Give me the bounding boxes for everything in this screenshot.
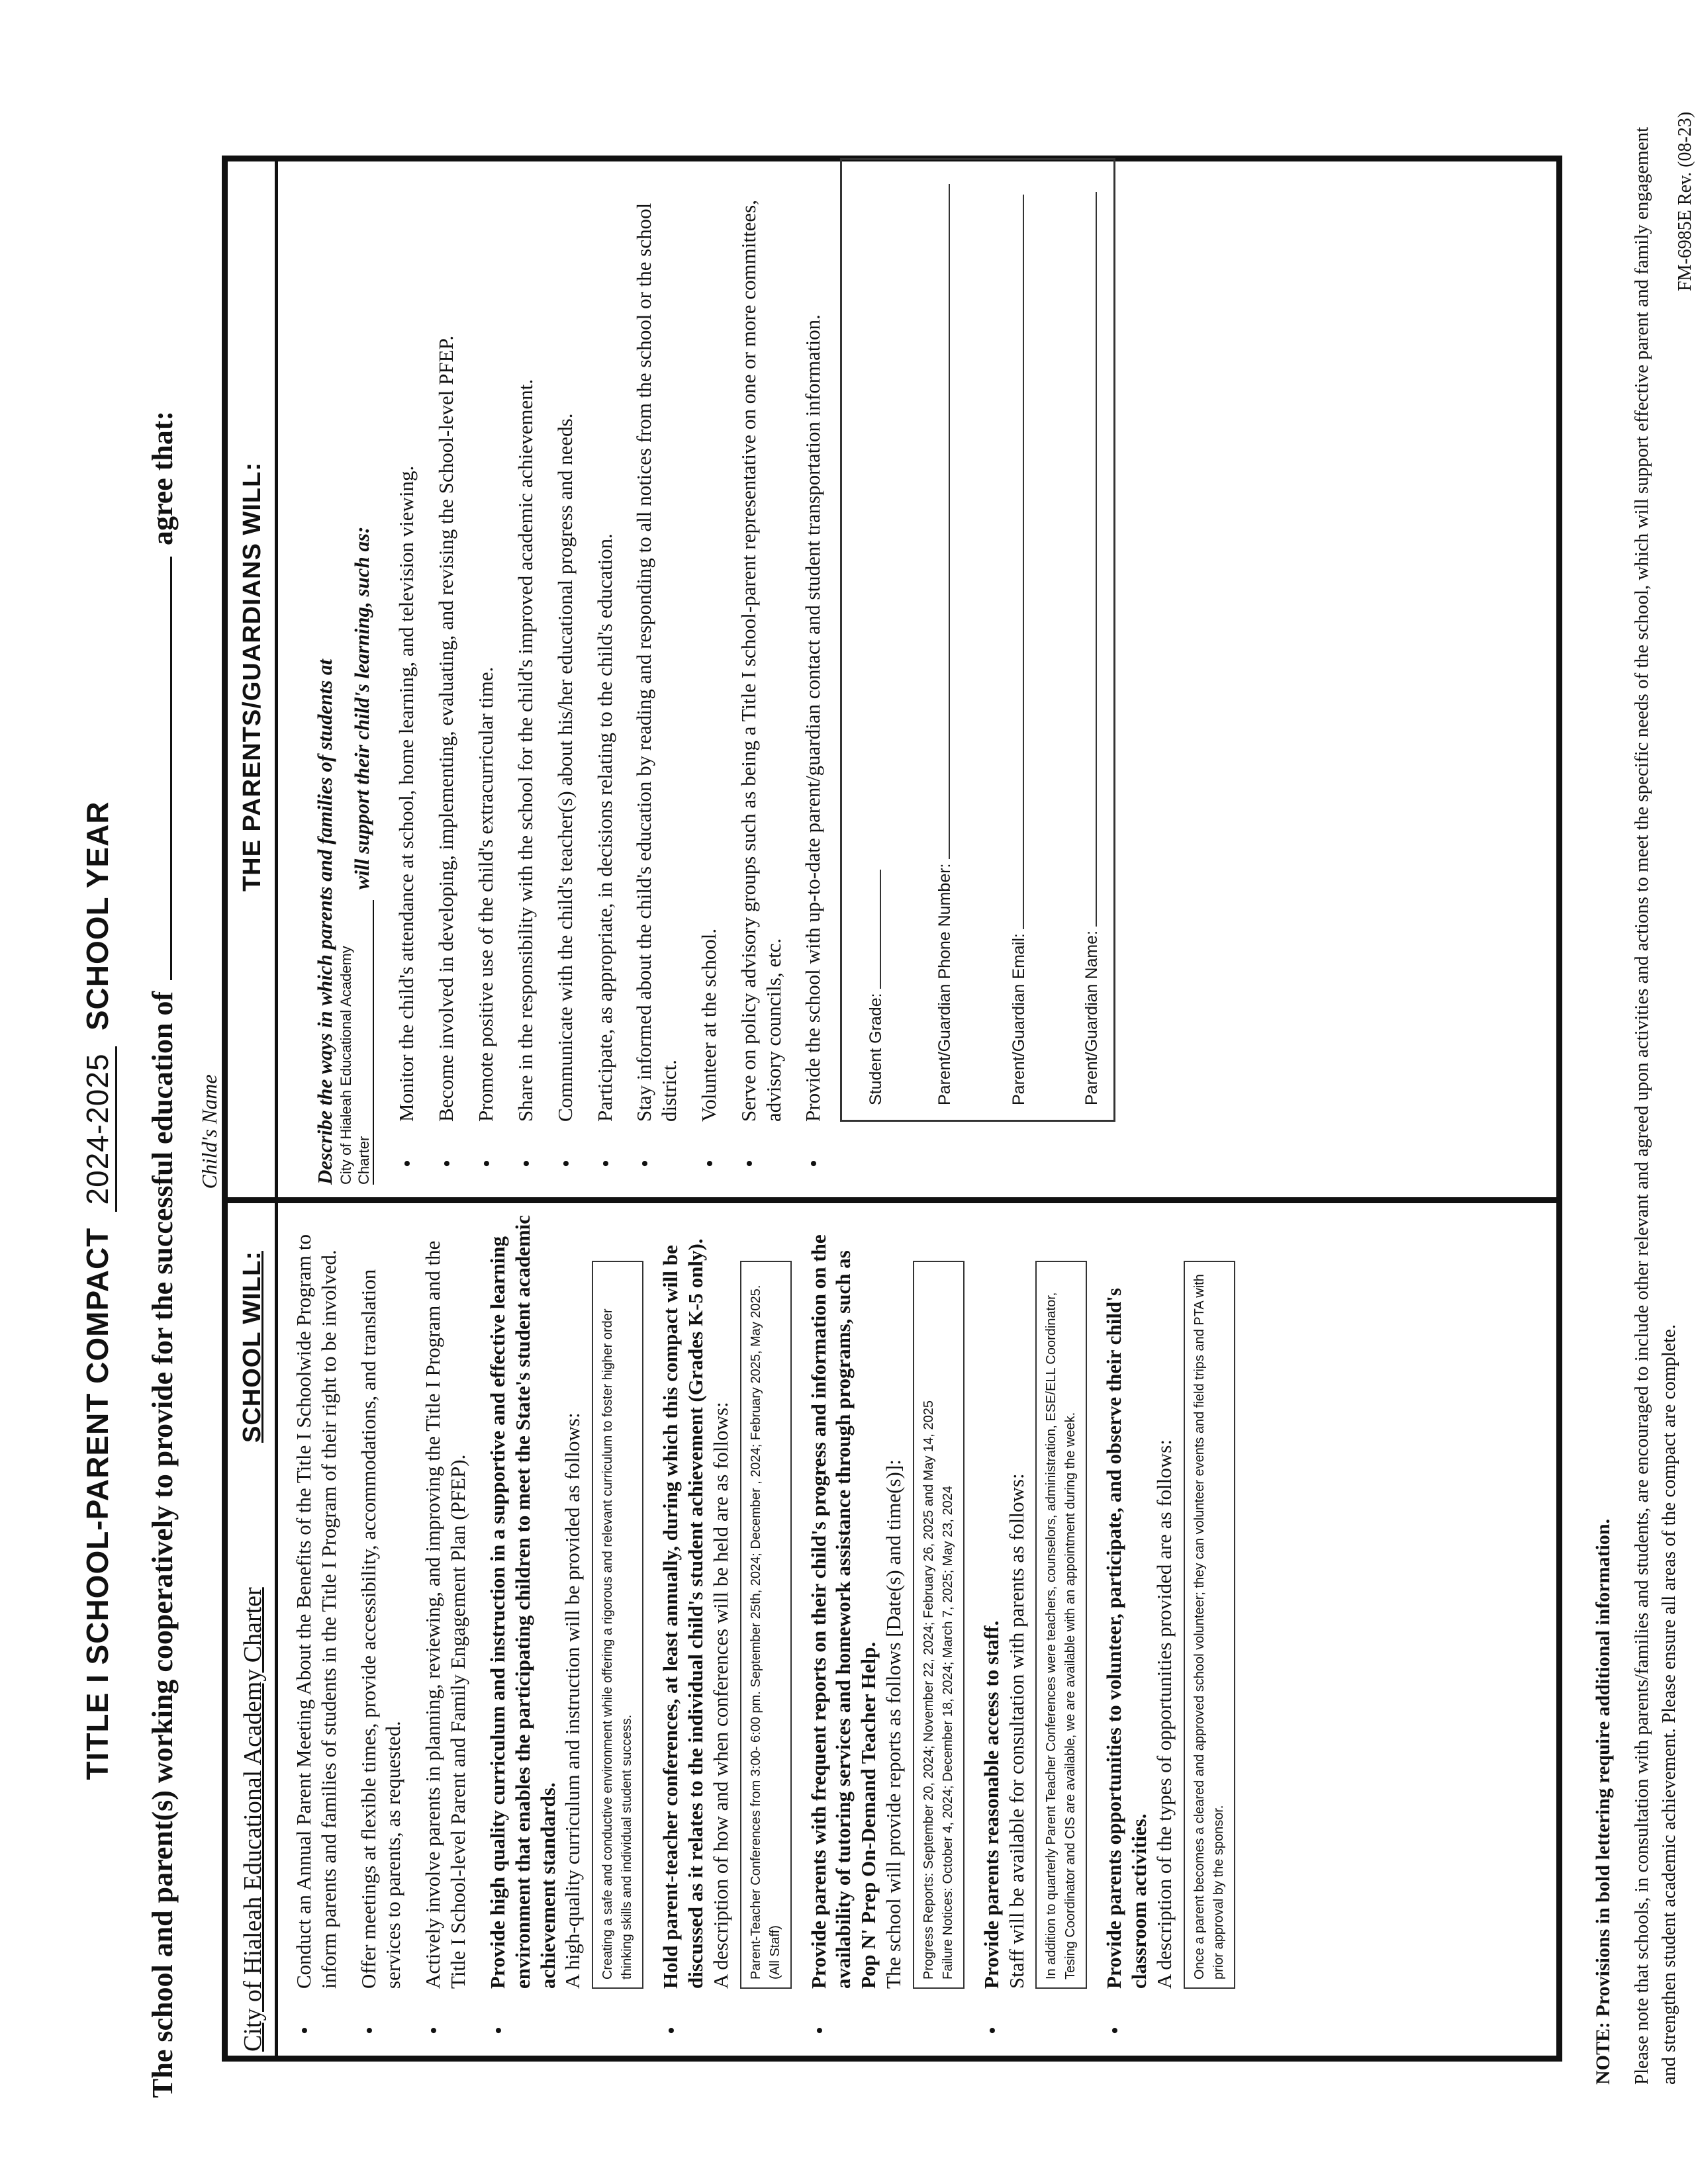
parent-item [592, 169, 618, 1185]
document-title [79, 397, 117, 2184]
describe-line-2 [338, 179, 375, 1185]
email-line [1023, 195, 1024, 929]
column-divider [225, 1197, 1559, 1203]
student-grade-field[interactable] [866, 870, 886, 1105]
bullet-icon: • [553, 1160, 579, 1167]
school-item-involve-parents [420, 1214, 471, 2052]
bullet-icon: • [807, 2026, 832, 2034]
item-text: Stay informed about the child's education by reading and responding to all notices from the school or the school district. [632, 203, 681, 1122]
item-text: A high-quality curriculum and instruction will be provided as follows: [561, 1412, 585, 1989]
item-text: Serve on policy advisory groups such as being a Title I school-parent representative on one or more committees, advisory councils, etc. [736, 200, 785, 1122]
staff-access-response-box[interactable]: In addition to quarterly Parent Teacher Conferences were teachers, counselors, administration, ESE/ELL Coordinator, Tesing Coordinator and CIS are available, we are available with an appointment during the week. [1035, 1261, 1087, 1989]
bullet-icon: • [980, 2026, 1005, 2034]
parent-item [553, 169, 578, 1185]
email-label: Parent/Guardian Email: [1010, 933, 1029, 1105]
item-text: Monitor the child's attendance at school, home learning, and television viewing. [395, 465, 418, 1122]
describe-instructions [312, 179, 374, 1185]
item-text: Actively involve parents in planning, reviewing, and improving the Title I Program and the Title I School-level Parent and Family Engagement Plan (PFEP). [421, 1240, 470, 1989]
parent-name-field[interactable] [1082, 192, 1102, 1105]
parent-item [800, 169, 825, 1185]
item-text: Staff will be available for consultation with parents as follows: [1004, 1473, 1028, 1989]
note-label: NOTE: Provisions in bold lettering require additional information. [1592, 1518, 1614, 2085]
curriculum-response-box[interactable]: Creating a safe and conductive environment while offering a rigorous and relevant curriculum to foster higher order thinking skills and individual student success. [592, 1261, 643, 1989]
parents-will-heading: THE PARENTS/GUARDIANS WILL: [238, 461, 266, 892]
bullet-icon: • [486, 2026, 511, 2034]
describe-line-1: Describe the ways in which parents and families of students at [313, 659, 336, 1185]
child-name-field[interactable] [170, 557, 172, 980]
phone-number-line [949, 185, 950, 860]
title-prefix: TITLE I SCHOOL-PARENT COMPACT [80, 1227, 115, 1780]
bullet-icon: • [737, 1160, 762, 1167]
item-text: Communicate with the child's teacher(s) about his/her educational progress and needs. [553, 413, 577, 1122]
bullet-icon: • [395, 1160, 420, 1167]
agreement-lead: The school and parent(s) working cooperatively to provide for the successful education of [146, 991, 179, 2098]
reports-response-box[interactable]: Progress Reports: September 20, 2024; November 22, 2024; February 26, 2025 and May 14, 2025 Failure Notices: October 4, 2024; December 18, 2024; March 7, 2025; May 23, 2024 [913, 1261, 965, 1989]
describe-school-name: City of Hialeah Educational Academy Charter [338, 900, 375, 1185]
bullet-icon: • [659, 2026, 684, 2034]
school-item-annual-meeting [291, 1214, 342, 2052]
parent-item [434, 169, 459, 1185]
bullet-icon: • [802, 1160, 827, 1167]
parent-commitments [291, 169, 1115, 1185]
volunteer-response-box[interactable]: Once a parent becomes a cleared and approved school volunteer; they can volunteer events and field trips and PTA with prior approval by the sponsor. [1184, 1261, 1235, 1989]
school-item-curriculum [485, 1214, 643, 2052]
school-item-flexible-meetings [356, 1214, 406, 2052]
item-text: Promote positive use of the child's extracurricular time. [474, 666, 498, 1122]
school-will-heading: SCHOOL WILL: [238, 1251, 266, 1443]
school-column-header [238, 1211, 267, 2052]
school-item-volunteer [1102, 1214, 1235, 2052]
bullet-icon: • [593, 1160, 618, 1167]
bullet-icon: • [293, 2026, 317, 2034]
parent-item [736, 169, 786, 1185]
parent-item [394, 169, 419, 1185]
email-field[interactable] [1009, 195, 1029, 1105]
parent-item [632, 169, 682, 1185]
item-text: A description of how and when conferences will be held are as follows: [708, 1402, 732, 1989]
bullet-icon: • [514, 1160, 539, 1167]
child-name-caption: Child's Name [197, 1074, 221, 1189]
title-suffix: SCHOOL YEAR [80, 801, 115, 1031]
bullet-icon: • [435, 1160, 460, 1167]
item-bold-text: Hold parent-teacher conferences, at least annually, during which this compact will be discussed as it relates to the individual child's student achievement (Grades K-5 only). [659, 1238, 707, 1989]
item-text: Participate, as appropriate, in decisions relating to the child's education. [592, 533, 616, 1122]
school-item-staff-access [979, 1214, 1088, 2052]
school-item-conferences [658, 1214, 791, 2052]
item-bold-text: Provide parents reasonable access to staff. [979, 1620, 1003, 1989]
item-text: Share in the responsibility with the school for the child's improved academic achievement. [513, 379, 537, 1122]
parent-item [473, 169, 498, 1185]
parent-item [513, 169, 538, 1185]
bullet-icon: • [1103, 2026, 1128, 2034]
agreement-tail: agree that: [146, 410, 179, 546]
parent-item [696, 169, 722, 1185]
header-rule [275, 161, 278, 2056]
bullet-icon: • [422, 2026, 447, 2034]
describe-line-2-text: will support their child's learning, such as: [350, 526, 373, 890]
school-commitments [291, 1214, 1250, 2052]
item-text: Volunteer at the school. [696, 928, 720, 1122]
phone-number-label: Parent/Guardian Phone Number: [935, 863, 955, 1105]
item-text: Provide the school with up-to-date parent/guardian contact and student transportation information. [801, 314, 825, 1122]
school-name: City of Hialeah Educational Academy Charter [239, 1587, 267, 2052]
item-bold-text: Provide parents opportunities to volunteer, participate, and observe their child's classroom activities. [1102, 1288, 1151, 1989]
parent-name-line [1096, 192, 1097, 927]
item-text: A description of the types of opportunities provided are as follows: [1153, 1439, 1176, 1989]
item-text: Offer meetings at flexible times, provide accessibility, accommodations, and translation services to parents, as requested. [356, 1269, 405, 1989]
agreement-line [146, 410, 179, 2098]
bullet-icon: • [697, 1160, 722, 1167]
item-bold-text: Provide high quality curriculum and instruction in a supportive and effective learning environment that enables the participating children to meet the State's student academic achievement standards. [485, 1214, 559, 1989]
item-text: Become involved in developing, implementing, evaluating, and revising the School-level PFEP. [434, 335, 458, 1122]
note-text: Please note that schools, in consultation with parents/families and students, are encouraged to include other relevant and agreed upon activities and actions to meet the specific needs of the school, which will support effective parent and family engagement and strengthen student academic achievement. Please ensure all areas of the compact are complete. [1631, 126, 1679, 2085]
conferences-response-box[interactable]: Parent-Teacher Conferences from 3:00- 6:00 pm. September 25th, 2024; December , 2024; February 2025, May 2025. (All Staff) [740, 1261, 792, 1989]
contact-info-box [840, 158, 1115, 1122]
phone-number-field[interactable] [935, 185, 955, 1106]
school-item-reports [806, 1214, 965, 2052]
school-year: 2024-2025 [79, 1046, 117, 1212]
item-bold-text: Provide parents with frequent reports on their child's progress and information on the availability of tutoring services and homework assistance through programs, such as Pop N' Prep On-Demand Teacher Help. [806, 1234, 880, 1989]
bullet-icon: • [357, 2026, 382, 2034]
form-number: FM-6985E Rev. (08-23) [1675, 111, 1695, 291]
student-grade-label: Student Grade: [867, 993, 886, 1105]
bullet-icon: • [633, 1160, 658, 1167]
item-text: The school will provide reports as follows [Date(s) and time(s)]: [882, 1459, 905, 1989]
bullet-icon: • [475, 1160, 500, 1167]
student-grade-line [880, 870, 881, 989]
parent-name-label: Parent/Guardian Name: [1082, 930, 1102, 1105]
item-text: Conduct an Annual Parent Meeting About the Benefits of the Title I Schoolwide Program to inform parents and families of students in the Title I Program of their right to be involved. [292, 1234, 340, 1989]
